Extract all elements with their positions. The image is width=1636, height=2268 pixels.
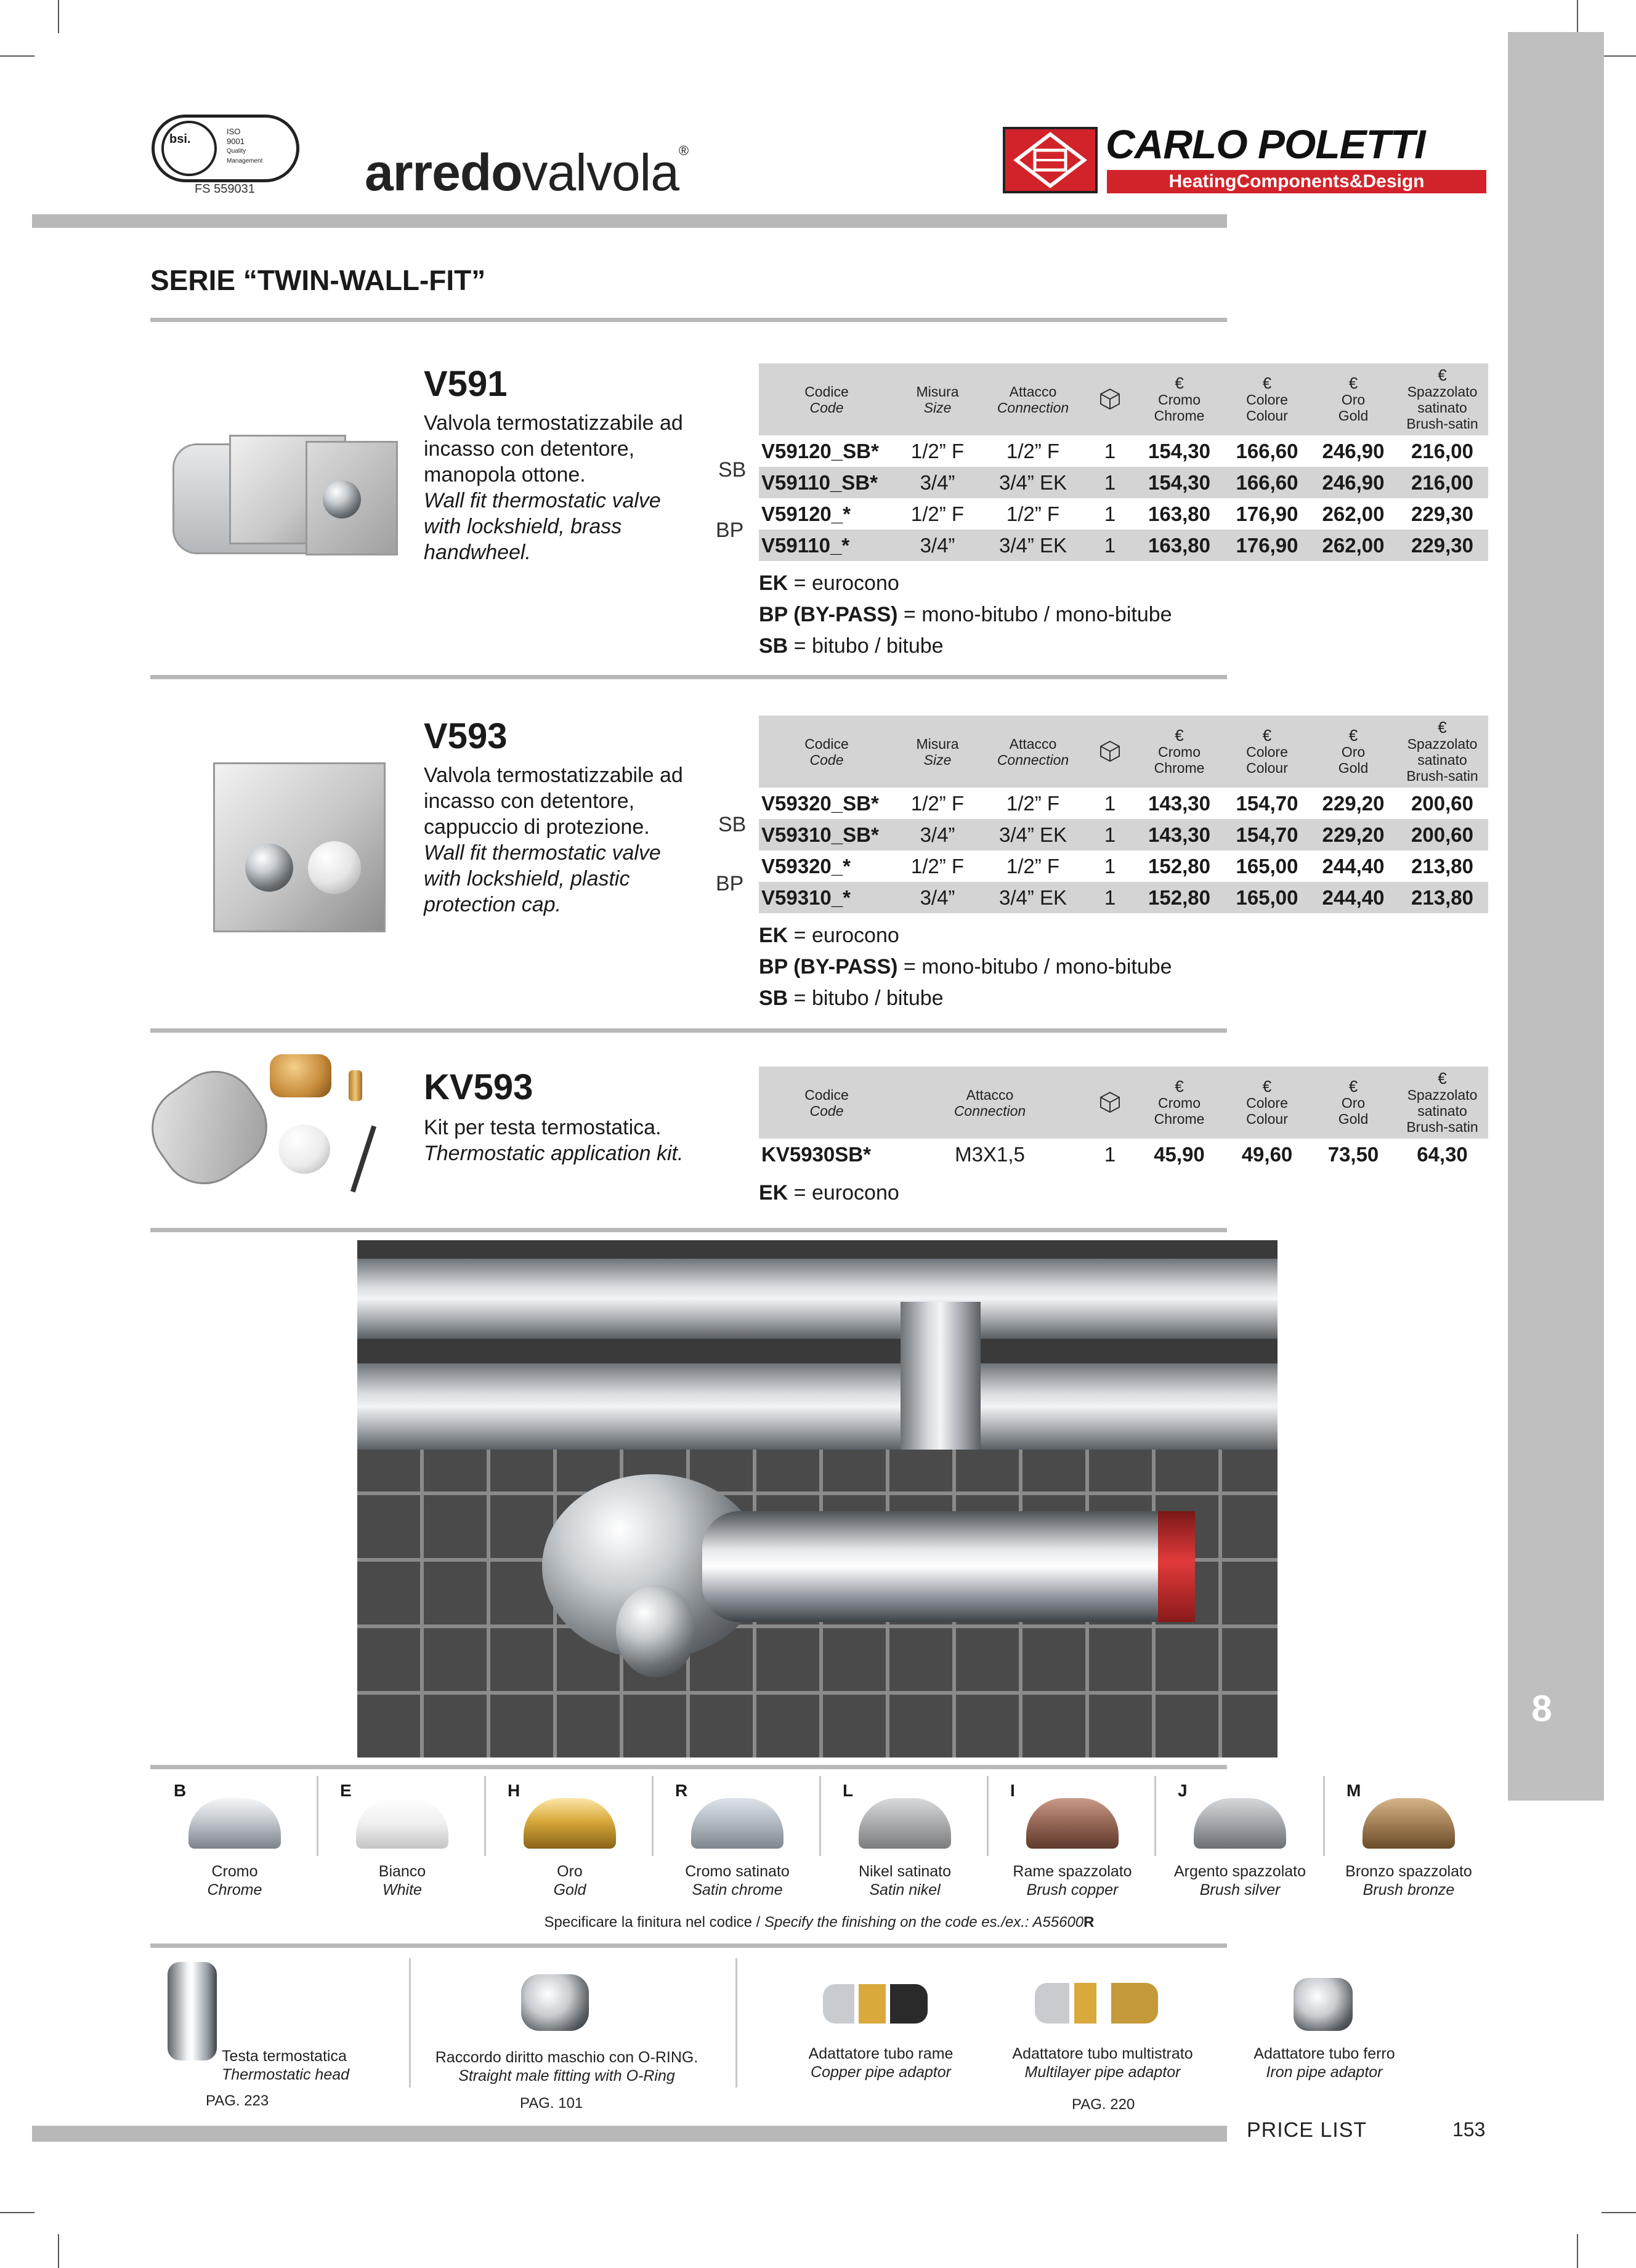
thermostatic-head-image: [168, 1962, 217, 2060]
kv593-brass-nut-image: [270, 1054, 331, 1097]
header-code: Codice Code: [759, 1067, 894, 1139]
accessory-page-ref: PAG. 220: [1072, 2096, 1135, 2113]
accessory-divider: [409, 1958, 411, 2088]
finish-swatch-white: [356, 1798, 448, 1849]
copper-adaptor-image: [823, 1984, 928, 2024]
crop-mark: [58, 2234, 59, 2268]
fs-certificate-number: FS 559031: [195, 182, 255, 196]
company-tagline: HeatingComponents&Design: [1107, 170, 1486, 193]
finish-letter: H: [508, 1781, 520, 1800]
accessory-page-ref: PAG. 101: [520, 2095, 583, 2112]
header-colour: € Colore Colour: [1224, 363, 1310, 435]
kv593-plate-image: [135, 1054, 285, 1201]
v593-cap-image: [308, 841, 361, 894]
accessory-label: Adattatore tubo rame Copper pipe adaptor: [808, 2045, 954, 2081]
v593-bp-tag: BP: [716, 872, 744, 895]
crop-mark: [58, 0, 59, 33]
kv593-white-cap-image: [278, 1124, 330, 1174]
v591-notes: EK = eurocono BP (BY-PASS) = mono-bitubo / mono-bitube SB = bitubo / bitube: [759, 571, 1172, 658]
accessory-label: Adattatore tubo ferro Iron pipe adaptor: [1253, 2045, 1395, 2081]
header-brush-satin: € Spazzolato satinato Brush-satin: [1396, 716, 1488, 788]
table-row: KV5930SB* M3X1,5 1 45,90 49,60 73,50 64,30: [761, 1142, 1468, 1166]
header-brush-satin: € Spazzolato satinato Brush-satin: [1396, 1067, 1488, 1139]
page-number: 153: [1452, 2118, 1486, 2141]
carlo-poletti-logo-icon: [1003, 127, 1098, 193]
header-size: Misura Size: [894, 716, 981, 788]
header-code: Codice Code: [759, 716, 894, 788]
finish-label: Nikel satinato Satin nikel: [858, 1863, 952, 1899]
kv593-brass-pin-image: [349, 1070, 362, 1101]
v593-left-knob-image: [245, 844, 293, 892]
finish-swatch-gold: [524, 1798, 616, 1849]
section-divider: [150, 1028, 1227, 1033]
finish-letter: R: [675, 1781, 688, 1800]
kv593-product-code: KV593: [424, 1067, 533, 1107]
table-row: V59310_SB* 3/4” 3/4” EK 1 143,30 154,70 229,20 200,60: [759, 819, 1488, 850]
finish-divider: [484, 1776, 486, 1856]
finish-label: Oro Gold: [553, 1863, 586, 1899]
footer-bar: [32, 2126, 1227, 2142]
finish-divider: [652, 1776, 654, 1856]
header-colour: € Colore Colour: [1224, 1067, 1310, 1139]
footer-price-list-label: PRICE LIST: [1247, 2118, 1367, 2142]
header-colour: € Colore Colour: [1224, 716, 1310, 788]
finish-label: Rame spazzolato Brush copper: [1013, 1863, 1132, 1899]
finish-label: Bronzo spazzolato Brush bronze: [1345, 1863, 1472, 1899]
kv593-price-table: [759, 1067, 1488, 1170]
finish-swatch-brush-copper: [1026, 1798, 1119, 1849]
v591-bp-tag: BP: [716, 519, 744, 542]
header-gold: € Oro Gold: [1310, 1067, 1396, 1139]
table-row: V59120_SB* 1/2” F 1/2” F 1 154,30 166,60 246,90 216,00: [761, 439, 1473, 462]
chapter-side-tab: [1508, 32, 1604, 1801]
section-divider: [150, 1765, 1227, 1769]
header-chrome: € Cromo Chrome: [1135, 363, 1224, 435]
v593-description: Valvola termostatizzabile ad incasso con detentore, cappuccio di protezione. Wall fit thermostatic valve with lockshield, plastic protection cap.: [424, 764, 683, 916]
header-gold: € Oro Gold: [1310, 716, 1396, 788]
section-divider: [150, 675, 1227, 679]
finish-divider: [1154, 1776, 1156, 1856]
chapter-number: 8: [1531, 1688, 1552, 1729]
v591-valve-knob-image: [323, 480, 361, 519]
v593-notes: EK = eurocono BP (BY-PASS) = mono-bitubo / mono-bitube SB = bitubo / bitube: [759, 924, 1172, 1010]
header-chrome: € Cromo Chrome: [1135, 716, 1224, 788]
table-header-row: [759, 1067, 1488, 1139]
v593-sb-tag: SB: [718, 813, 747, 836]
header-connection: Attacco Connection: [981, 716, 1085, 788]
bsi-heart-icon: [161, 121, 217, 176]
accessory-label: Testa termostatica Thermostatic head: [222, 2048, 350, 2083]
box-quantity-icon: [1085, 363, 1135, 435]
kv593-allen-key-image: [350, 1126, 376, 1193]
multilayer-adaptor-image: [1035, 1983, 1158, 2024]
v593-product-image: [213, 762, 386, 932]
table-row: V59120_* 1/2” F 1/2” F 1 163,80 176,90 262,00 229,30: [761, 502, 1473, 525]
crop-mark: [0, 55, 34, 57]
finish-label: Cromo satinato Satin chrome: [685, 1863, 790, 1899]
table-row: V59320_SB* 1/2” F 1/2” F 1 143,30 154,70 229,20 200,60: [761, 791, 1473, 815]
v591-description: Valvola termostatizzabile ad incasso con detentore, manopola ottone. Wall fit thermostatic valve with lockshield, brass handwheel.: [424, 411, 683, 564]
finish-label: Bianco White: [378, 1863, 426, 1899]
finish-code-note: Specificare la finitura nel codice / Specify the finishing on the code es./ex.: A55600R: [544, 1914, 1095, 1931]
box-quantity-icon: [1085, 716, 1135, 788]
header-size: Misura Size: [894, 363, 981, 435]
table-row: V59310_* 3/4” 3/4” EK 1 152,80 165,00 244,40 213,80: [759, 882, 1488, 913]
finish-swatch-chrome: [188, 1798, 281, 1849]
installation-photo: [357, 1240, 1278, 1757]
accessory-label: Adattatore tubo multistrato Multilayer pipe adaptor: [1012, 2045, 1193, 2081]
male-fitting-image: [521, 1974, 589, 2031]
table-row: V59320_* 1/2” F 1/2” F 1 152,80 165,00 244,40 213,80: [761, 854, 1473, 878]
finish-swatch-satin-chrome: [691, 1798, 784, 1849]
header-gold: € Oro Gold: [1310, 363, 1396, 435]
finish-divider: [317, 1776, 318, 1856]
crop-mark: [1577, 2234, 1578, 2268]
finish-divider: [1323, 1776, 1325, 1856]
box-quantity-icon: [1085, 1067, 1135, 1139]
accessory-divider: [735, 1958, 737, 2088]
v591-sb-tag: SB: [718, 458, 747, 482]
iron-adaptor-image: [1294, 1978, 1353, 2031]
kv593-notes: EK = eurocono: [759, 1181, 899, 1205]
header-chrome: € Cromo Chrome: [1135, 1067, 1224, 1139]
header-connection: Attacco Connection: [981, 363, 1085, 435]
iso-label: ISO 9001 Quality Management: [227, 127, 263, 164]
finish-label: Cromo Chrome: [207, 1863, 262, 1899]
crop-mark: [1602, 55, 1636, 57]
header-divider: [32, 214, 1227, 228]
table-header-row: [759, 363, 1488, 435]
kv593-description: Kit per testa termostatica. Thermostatic application kit.: [424, 1116, 684, 1165]
section-divider: [150, 1228, 1227, 1232]
finish-divider: [987, 1776, 989, 1856]
v593-price-table: [759, 716, 1488, 913]
crop-mark: [1602, 2212, 1636, 2213]
finish-letter: B: [174, 1781, 187, 1800]
finish-swatch-brush-silver: [1194, 1798, 1286, 1849]
finish-label: Argento spazzolato Brush silver: [1173, 1863, 1306, 1899]
table-row: V59110_* 3/4” 3/4” EK 1 163,80 176,90 262,00 229,30: [759, 530, 1488, 561]
finish-letter: L: [843, 1781, 854, 1800]
header-brush-satin: € Spazzolato satinato Brush-satin: [1396, 363, 1488, 435]
bsi-mark: bsi.: [169, 132, 191, 146]
v593-product-code: V593: [424, 716, 508, 756]
crop-mark: [1577, 0, 1578, 33]
accessory-label: Raccordo diritto maschio con O-RING. Straight male fitting with O-Ring: [435, 2049, 699, 2084]
section-divider: [150, 318, 1227, 322]
series-title: SERIE “TWIN-WALL-FIT”: [150, 264, 486, 296]
accessory-page-ref: PAG. 223: [206, 2092, 269, 2109]
header-connection: Attacco Connection: [894, 1067, 1085, 1139]
section-divider: [150, 1943, 1227, 1948]
finish-divider: [819, 1776, 821, 1856]
crop-mark: [0, 2212, 34, 2213]
finish-letter: J: [1178, 1781, 1188, 1800]
v591-product-code: V591: [424, 364, 508, 404]
finish-letter: M: [1346, 1781, 1361, 1800]
table-row: V59110_SB* 3/4” 3/4” EK 1 154,30 166,60 246,90 216,00: [759, 467, 1488, 498]
company-name: CARLO POLETTI: [1106, 121, 1425, 167]
finish-swatch-brush-bronze: [1363, 1798, 1455, 1849]
finish-letter: E: [340, 1781, 352, 1800]
finish-letter: I: [1010, 1781, 1015, 1800]
header-code: Codice Code: [759, 363, 894, 435]
table-header-row: [759, 716, 1488, 788]
v591-price-table: [759, 363, 1488, 561]
arredovalvola-logo: arredovalvola®: [365, 143, 689, 201]
finish-swatch-satin-nikel: [859, 1798, 951, 1849]
